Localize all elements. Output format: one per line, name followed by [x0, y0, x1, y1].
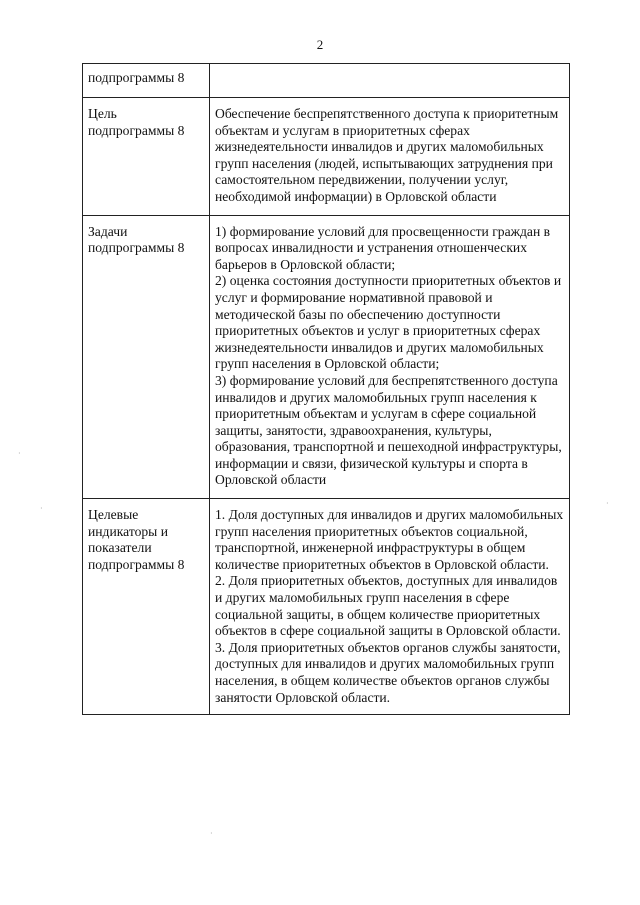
passport-table: [82, 63, 570, 715]
scan-speck: ·: [40, 504, 43, 513]
scan-speck: ·: [606, 499, 609, 508]
row-content: [210, 64, 570, 98]
content-paragraph: Обеспечение беспрепятственного доступа к приоритетным объектам и услугам в приоритетных сферах жизнедеятельности инвалидов и других маломобильных групп населения (людей, испытывающих затруднения при самостоятельном передвижении, получении услуг, необходимой информации) в Орловской области: [215, 106, 559, 204]
row-content: [210, 98, 570, 216]
row-label: Цель подпрограммы 8: [83, 98, 210, 216]
content-paragraph: 3) формирование условий для беспрепятственного доступа инвалидов и других маломобильных групп населения к приоритетным объектам и услугам в сфере социальной защиты, занятости, здравоохранения, культуры, образования, транспортной и пешеходной инфраструктуры, информации и связи, физической культуры и спорта в Орловской области: [215, 372, 562, 488]
row-label: Целевые индикаторы и показатели подпрограммы 8: [83, 499, 210, 715]
table-row: [83, 98, 570, 216]
content-paragraph: 2. Доля приоритетных объектов, доступных для инвалидов и других маломобильных групп населения в сфере социальной защиты, в общем количестве приоритетных объектов в сфере социальной защиты в Орловской области.: [215, 573, 561, 639]
row-label: Задачи подпрограммы 8: [83, 215, 210, 499]
row-content: [210, 215, 570, 499]
content-paragraph: 1. Доля доступных для инвалидов и других маломобильных групп населения приоритетных объектов социальной, транспортной, инженерной инфраструктуры в общем количестве приоритетных объектов в Орловской области.: [215, 507, 564, 572]
content-paragraph: 3. Доля приоритетных объектов органов службы занятости, доступных для инвалидов и других маломобильных групп населения, в общем количестве объектов органов службы занятости Орловской области.: [215, 639, 561, 705]
row-label: подпрограммы 8: [83, 64, 210, 98]
content-paragraph: 2) оценка состояния доступности приоритетных объектов и услуг и формирование нормативной правовой и методической базы по обеспечению доступности приоритетных объектов и услуг в приоритетных сферах жизнедеятельности инвалидов и других маломобильных групп населения в Орловской области;: [215, 273, 562, 372]
page-number: 2: [316, 37, 324, 52]
table-row: [83, 64, 570, 98]
table-row: [83, 499, 570, 715]
scan-speck: ·: [210, 829, 213, 838]
content-paragraph: 1) формирование условий для просвещенности граждан в вопросах инвалидности и устранения отношенческих барьеров в Орловской области;: [215, 223, 551, 272]
scan-speck: ·: [18, 449, 21, 458]
row-content: [210, 499, 570, 715]
table-row: [83, 215, 570, 499]
